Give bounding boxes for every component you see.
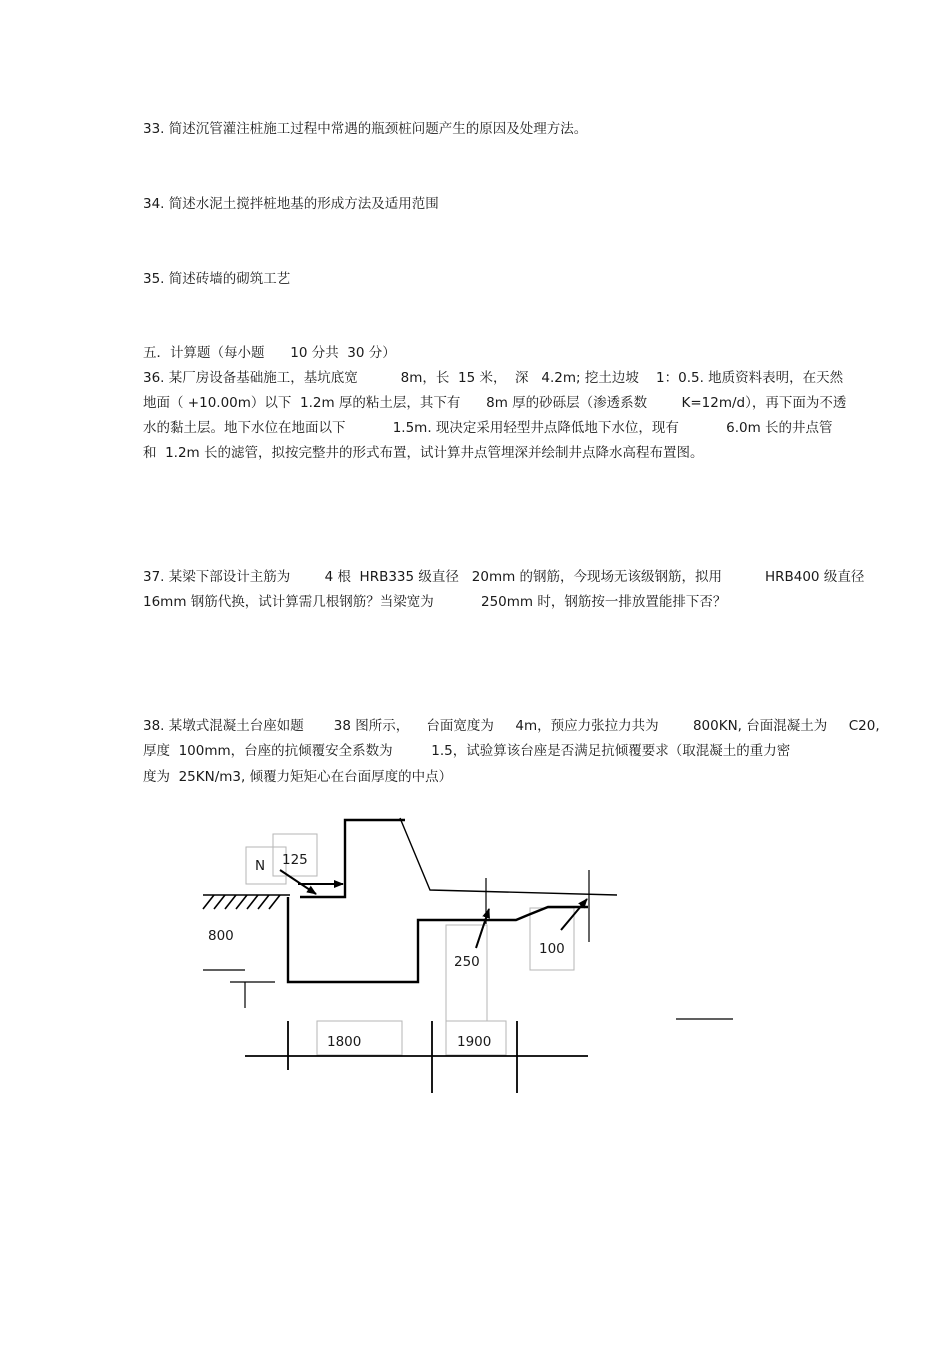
label-800: 800: [208, 928, 234, 944]
question-35: 35. 简述砖墙的砌筑工艺: [143, 271, 291, 287]
label-1900: 1900: [457, 1034, 492, 1050]
label-100: 100: [539, 941, 565, 957]
question-36-line-3: 水的黏土层。地下水位在地面以下 1.5m. 现决定采用轻型井点降低地下水位，现有 6.0m 长的井点管: [143, 420, 833, 436]
question-36-line-4: 和 1.2m 长的滤管，拟按完整井的形式布置，试计算井点管埋深并绘制井点降水高程布置图。: [143, 445, 704, 461]
pedestal-outline: [288, 820, 588, 982]
question-33: 33. 简述沉管灌注桩施工过程中常遇的瓶颈桩问题产生的原因及处理方法。: [143, 121, 588, 137]
ground-hatching: [203, 895, 290, 909]
question-38-line-2: 厚度 100mm，台座的抗倾覆安全系数为 1.5，试验算该台座是否满足抗倾覆要求（取混凝土的重力密: [143, 743, 791, 759]
section-5-title: 五．计算题（每小题 10 分共 30 分）: [143, 345, 396, 361]
question-38-line-1: 38. 某墩式混凝土台座如题 38 图所示， 台面宽度为 4m，预应力张拉力共为 800KN, 台面混凝土为 C20,: [143, 718, 880, 734]
label-n: N: [255, 858, 266, 874]
question-36-line-2: 地面（ +10.00m）以下 1.2m 厚的粘土层，其下有 8m 厚的砂砾层（渗透系数 K=12m/d），再下面为不透: [143, 395, 847, 411]
question-37-line-2: 16mm 钢筋代换，试计算需几根钢筋？当梁宽为 250mm 时，钢筋按一排放置能排下否？: [143, 594, 727, 610]
question-34: 34. 简述水泥土搅拌桩地基的形成方法及适用范围: [143, 196, 439, 212]
slope-lines: [400, 818, 617, 895]
question-37-line-1: 37. 某梁下部设计主筋为 4 根 HRB335 级直径 20mm 的钢筋，今现场无该级钢筋，拟用 HRB400 级直径: [143, 569, 865, 585]
label-250: 250: [454, 954, 480, 970]
dimension-125-arrow: [280, 870, 316, 894]
axis-lines: [245, 1021, 588, 1093]
question-36-line-1: 36. 某厂房设备基础施工，基坑底宽 8m，长 15 米， 深 4.2m; 挖土边坡 1：0.5. 地质资料表明，在天然: [143, 370, 844, 386]
label-1800: 1800: [327, 1034, 362, 1050]
dimension-lines: [203, 870, 733, 1019]
question-38-line-3: 度为 25KN/m3, 倾覆力矩矩心在台面厚度的中点）: [143, 769, 453, 785]
label-125: 125: [282, 852, 308, 868]
